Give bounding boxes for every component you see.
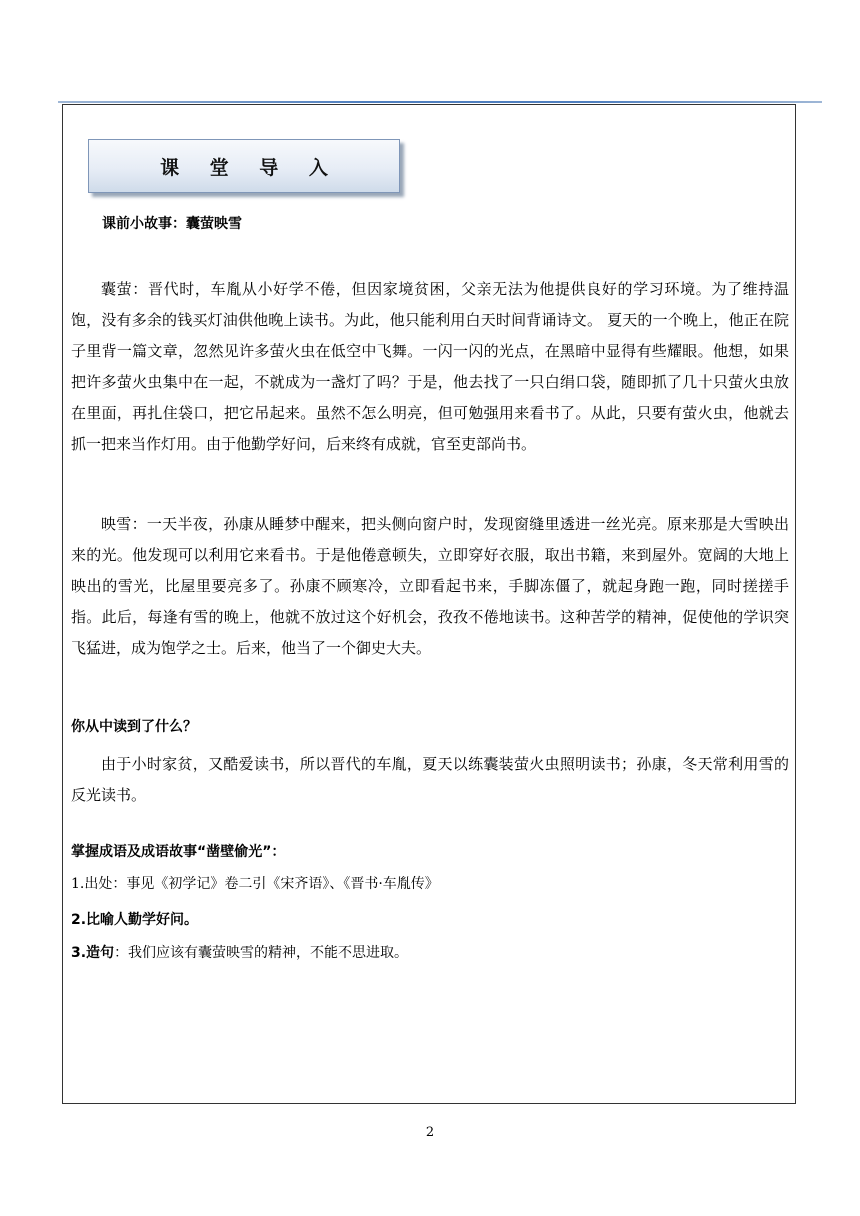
- paragraph-nang-ying: 囊萤：晋代时，车胤从小好学不倦，但因家境贫困，父亲无法为他提供良好的学习环境。为了维持温饱，没有多余的钱买灯油供他晚上读书。为此，他只能利用白天时间背诵诗文。 夏天的一个晚上，他正在院子里背一篇文章，忽然见许多萤火虫在低空中飞舞。一闪一闪的光点，在黑暗中显得有些耀眼。他想，如果把许多萤火虫集中在一起，不就成为一盏灯了吗？于是，他去找了一只白绢口袋，随即抓了几十只萤火虫放在里面，再扎住袋口，把它吊起来。虽然不怎么明亮，但可勉强用来看书了。从此，只要有萤火虫，他就去抓一把来当作灯用。由于他勤学好问，后来终有成就，官至吏部尚书。: [71, 280, 789, 453]
- idiom-sentence-lead: 3.造句: [71, 945, 115, 961]
- idiom-sentence-item: [71, 943, 408, 963]
- question-answer: 由于小时家贫，又酷爱读书，所以晋代的车胤，夏天以练囊装萤火虫照明读书；孙康，冬天常利用雪的反光读书。: [71, 755, 789, 804]
- idiom-meaning-item: 2.比喻人勤学好问。: [71, 912, 199, 928]
- page-number: 2: [425, 1125, 435, 1140]
- question-heading: 你从中读到了什么？: [71, 719, 197, 735]
- section-title-box: [88, 139, 400, 193]
- story-heading: 课前小故事：囊萤映雪: [102, 216, 242, 232]
- idiom-heading: 掌握成语及成语故事“凿壁偷光”：: [71, 844, 286, 860]
- header-rule: [58, 101, 822, 103]
- paragraph-ying-xue: 映雪：一天半夜，孙康从睡梦中醒来，把头侧向窗户时，发现窗缝里透进一丝光亮。原来那是大雪映出来的光。他发现可以利用它来看书。于是他倦意顿失，立即穿好衣服，取出书籍，来到屋外。宽阔的大地上映出的雪光，比屋里要亮多了。孙康不顾寒冷，立即看起书来，手脚冻僵了，就起身跑一跑，同时搓搓手指。此后，每逢有雪的晚上，他就不放过这个好机会，孜孜不倦地读书。这种苦学的精神，促使他的学识突飞猛进，成为饱学之士。后来，他当了一个御史大夫。: [71, 515, 789, 657]
- idiom-sentence-text: ：我们应该有囊萤映雪的精神，不能不思进取。: [114, 945, 409, 961]
- idiom-source-item: 1.出处：事见《初学记》卷二引《宋齐语》、《晋书·车胤传》: [71, 876, 439, 892]
- section-title: 课 堂 导 入: [160, 156, 340, 179]
